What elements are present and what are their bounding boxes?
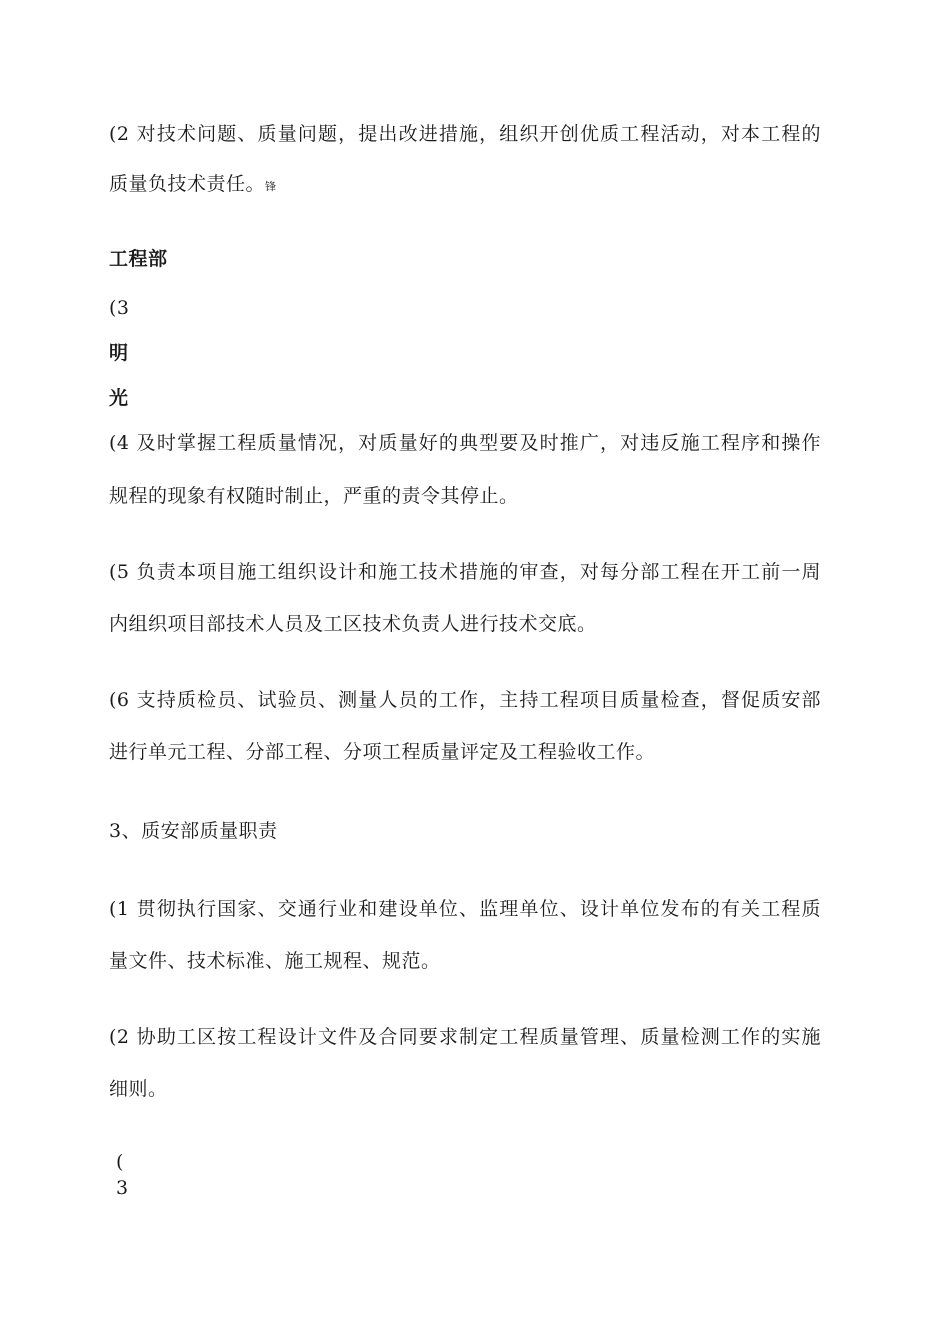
paragraph-2-line-2-text: 质量负技术责任。 [109, 173, 266, 195]
fragment-guang: 光 [109, 387, 129, 409]
paragraph-5-line-1: (5 负责本项目施工组织设计和施工技术措施的审查，对每分部工程在开工前一周 [109, 561, 821, 583]
paragraph-2-line-2 [109, 171, 276, 200]
fragment-paren: ( [116, 1151, 124, 1173]
fragment-3: (3 [109, 297, 130, 319]
paragraph-2-note: 锋 [265, 180, 277, 193]
paragraph-qa-2-line-1: (2 协助工区按工程设计文件及合同要求制定工程质量管理、质量检测工作的实施 [109, 1026, 821, 1048]
section-title: 3、质安部质量职责 [109, 820, 278, 842]
paragraph-2-line-1: (2 对技术问题、质量问题，提出改进措施，组织开创优质工程活动，对本工程的 [109, 123, 821, 145]
paragraph-4-line-1: (4 及时掌握工程质量情况，对质量好的典型要及时推广，对违反施工程序和操作 [109, 432, 821, 454]
paragraph-qa-2-line-2: 细则。 [109, 1078, 168, 1100]
paragraph-4-line-2: 规程的现象有权随时制止，严重的责令其停止。 [109, 485, 519, 507]
paragraph-5-line-2: 内组织项目部技术人员及工区技术负责人进行技术交底。 [109, 613, 597, 635]
paragraph-qa-1-line-1: (1 贯彻执行国家、交通行业和建设单位、监理单位、设计单位发布的有关工程质 [109, 898, 821, 920]
fragment-number: 3 [116, 1177, 129, 1199]
department-heading: 工程部 [109, 248, 168, 270]
fragment-ming: 明 [109, 342, 129, 364]
paragraph-6-line-1: (6 支持质检员、试验员、测量人员的工作，主持工程项目质量检查，督促质安部 [109, 689, 821, 711]
paragraph-6-line-2: 进行单元工程、分部工程、分项工程质量评定及工程验收工作。 [109, 741, 656, 763]
paragraph-qa-1-line-2: 量文件、技术标准、施工规程、规范。 [109, 950, 441, 972]
